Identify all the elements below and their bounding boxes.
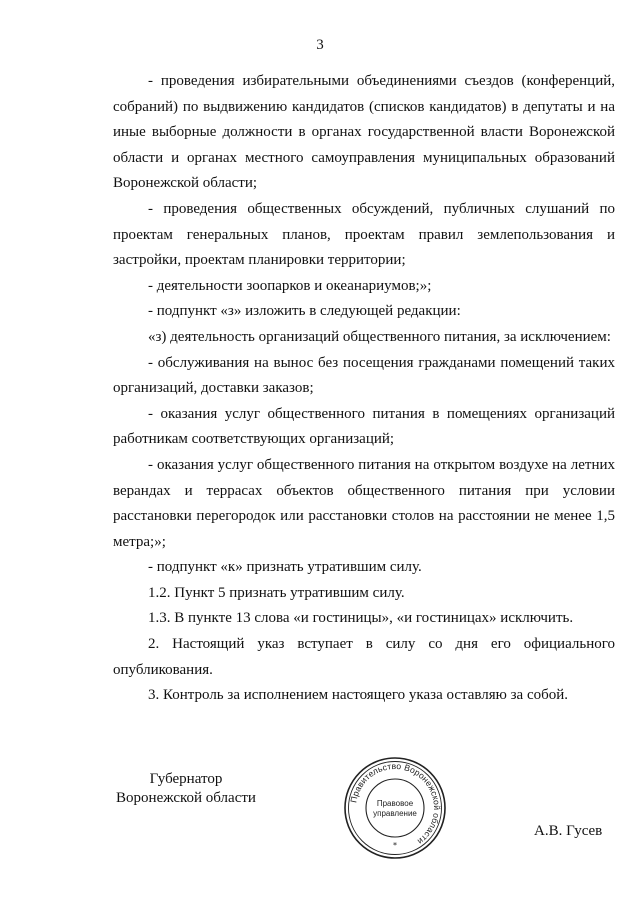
paragraph-catering: «з) деятельность организаций общественного питания, за исключением: — [148, 328, 611, 345]
official-stamp — [343, 756, 447, 860]
paragraph-staff-catering: - оказания услуг общественного питания в помещениях организаций работникам соответствующих организаций; — [113, 405, 615, 448]
stamp-inner-line1: Правовое — [376, 799, 414, 808]
paragraph-1-3: 1.3. В пункте 13 слова «и гостиницы», «и гостиницах» исключить. — [148, 610, 574, 627]
paragraph-2: 2. Настоящий указ вступает в силу со дня его официального опубликования. — [113, 636, 615, 678]
paragraph-outdoor-catering: - оказания услуг общественного питания на открытом воздухе на летних верандах и террасах объектов общественного питания при условии расстановки перегородок или расстановки столов на расстоянии не менее 1,5 метра;»; — [113, 456, 615, 550]
stamp-star-icon: * — [393, 841, 397, 850]
page-number: 3 — [316, 37, 324, 53]
stamp-outer-text: Правительство Воронежской области — [348, 760, 443, 847]
paragraph-public-hearings: - проведения общественных обсуждений, публичных слушаний по проектам генеральных планов, проектам правил землепользования и застройки, проектам планировки территории; — [113, 200, 615, 269]
paragraph-1-2: 1.2. Пункт 5 признать утратившим силу. — [148, 584, 405, 601]
stamp-inner-line2: управление — [373, 809, 417, 818]
paragraph-zoos: - деятельности зоопарков и океанариумов;»; — [148, 277, 432, 294]
paragraph-subpoint-z: - подпункт «з» изложить в следующей редакции: — [148, 303, 461, 320]
document-body — [113, 69, 615, 709]
paragraph-subpoint-k: - подпункт «к» признать утратившим силу. — [148, 559, 422, 576]
signatory-name: А.В. Гусев — [534, 823, 603, 839]
paragraph-party-congresses: - проведения избирательными объединениями съездов (конференций, собраний) по выдвижению кандидатов (списков кандидатов) в депутаты и на иные выборные должности в органах государственной власти Воронежской области и органах местного самоуправления муниципальных образований Воронежской области; — [113, 73, 615, 192]
paragraph-3: 3. Контроль за исполнением настоящего указа оставляю за собой. — [148, 687, 569, 704]
signatory-title-line2: Воронежской области — [116, 790, 256, 806]
signatory-title — [106, 770, 266, 808]
signatory-title-line1: Губернатор — [149, 771, 223, 787]
paragraph-takeaway: - обслуживания на вынос без посещения гражданами помещений таких организаций, доставки заказов; — [113, 354, 615, 397]
